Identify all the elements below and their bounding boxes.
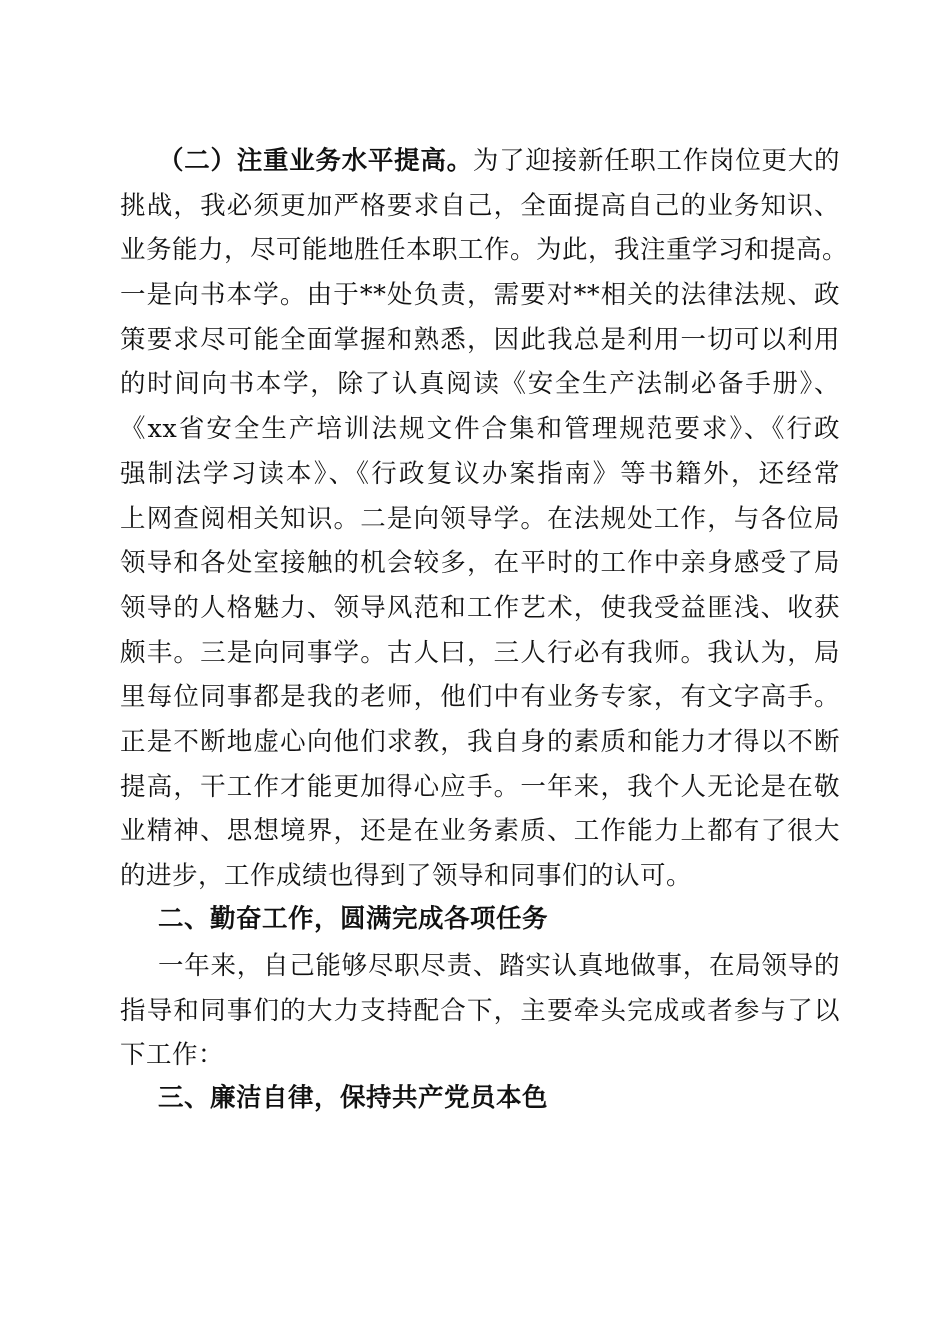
paragraph-line: 的进步，工作成绩也得到了领导和同事们的认可。 [120, 861, 693, 891]
section-heading-3: 三、廉洁自律，保持共产党员本色 [158, 1083, 549, 1113]
paragraph-line: 领导和各处室接触的机会较多，在平时的工作中亲身感受了局 [120, 548, 840, 579]
section-heading-2: 二、勤奋工作，圆满完成各项任务 [158, 904, 549, 934]
paragraph-line: 的时间向书本学，除了认真阅读《安全生产法制必备手册》、 [120, 369, 840, 400]
paragraph-line: 业精神、思想境界，还是在业务素质、工作能力上都有了很大 [120, 816, 840, 847]
paragraph-line: 业务能力，尽可能地胜任本职工作。为此，我注重学习和提高。 [120, 235, 849, 266]
paragraph-line: 正是不断地虚心向他们求教，我自身的素质和能力才得以不断 [120, 726, 840, 757]
paragraph-line: 挑战，我必须更加严格要求自己，全面提高自己的业务知识、 [120, 190, 840, 221]
section-2-paragraph [120, 139, 849, 899]
paragraph-line: 领导的人格魅力、领导风范和工作艺术，使我受益匪浅、收获 [120, 592, 840, 623]
paragraph-line: 里每位同事都是我的老师，他们中有业务专家，有文字高手。 [120, 682, 840, 713]
paragraph-lead-heading: （二）注重业务水平提高。 [158, 146, 473, 176]
paragraph-line: 强制法学习读本》、《行政复议办案指南》等书籍外，还经常 [120, 458, 840, 489]
paragraph-line: 上网查阅相关知识。二是向领导学。在法规处工作，与各位局 [120, 503, 840, 534]
paragraph-line: 策要求尽可能全面掌握和熟悉，因此我总是利用一切可以利用 [120, 324, 840, 355]
paragraph-line [120, 139, 840, 184]
paragraph-line: 一年来，自己能够尽职尽责、踏实认真地做事，在局领导的 [158, 951, 840, 981]
paragraph-line: 颇丰。三是向同事学。古人曰，三人行必有我师。我认为，局 [120, 637, 840, 668]
paragraph-line: 指导和同事们的大力支持配合下，主要牵头完成或者参与了以 [120, 995, 840, 1026]
paragraph-line: 一是向书本学。由于**处负责，需要对**相关的法律法规、政 [120, 280, 840, 311]
paragraph-line: 下工作： [120, 1040, 225, 1071]
work-paragraph [120, 944, 840, 1078]
paragraph-line-text: 为了迎接新任职工作岗位更大的 [472, 146, 840, 176]
paragraph-line: 《xx省安全生产培训法规文件合集和管理规范要求》、《行政 [120, 414, 840, 445]
paragraph-line: 提高，干工作才能更加得心应手。一年来，我个人无论是在敬 [120, 771, 840, 802]
